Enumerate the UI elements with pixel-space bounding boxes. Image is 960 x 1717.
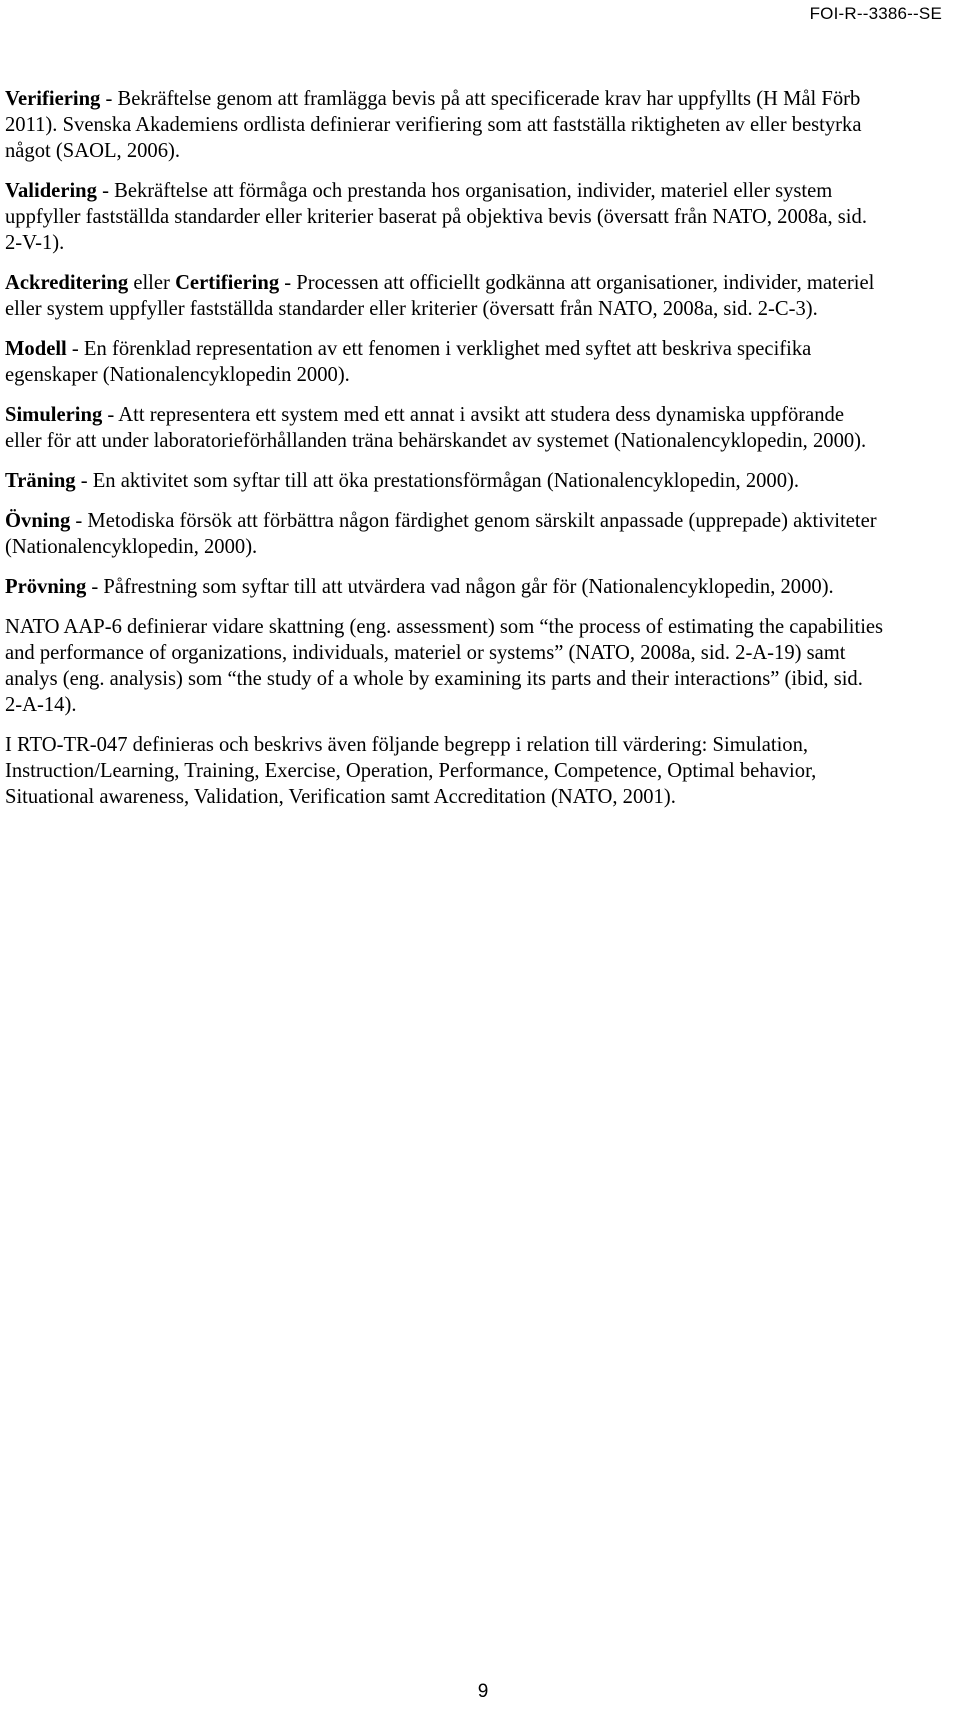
term-label: Övning: [5, 510, 71, 532]
definition-text: - En förenklad representation av ett fenomen i verklighet med syftet att beskriva specifika egenskaper (Nationalencyklopedin 2000).: [5, 338, 812, 386]
definition-text: - Bekräftelse genom att framlägga bevis på att specificerade krav har uppfyllts (H Mål Förb 2011). Svenska Akademiens ordlista definierar verifiering som att fastställa riktigheten av eller bestyrka något (SAOL, 2006).: [5, 88, 862, 162]
definition-text: - En aktivitet som syftar till att öka prestationsförmågan (Nationalencyklopedin, 2000).: [75, 470, 800, 492]
definition-modell: [5, 336, 885, 388]
definition-traning: [5, 468, 885, 494]
definition-text: - Bekräftelse att förmåga och prestanda hos organisation, individer, materiel eller system uppfyller fastställda standarder eller kriterier baserat på objektiva bevis (översatt från NATO, 2008a, sid. 2-V-1).: [5, 180, 867, 254]
definition-verifiering: [5, 86, 885, 164]
definition-validering: [5, 178, 885, 256]
term-label-secondary: Certifiering: [175, 272, 280, 294]
definition-text: - Påfrestning som syftar till att utvärdera vad någon går för (Nationalencyklopedin, 2000).: [86, 576, 834, 598]
paragraph-nato-aap6: NATO AAP-6 definierar vidare skattning (eng. assessment) som “the process of estimating the capabilities and performance of organizations, individuals, materiel or systems” (NATO, 2008a, sid. 2-A-19) samt analys (eng. analysis) som “the study of a whole by examining its parts and their interactions” (ibid, sid. 2-A-14).: [5, 616, 884, 716]
report-id-header: FOI-R--3386--SE: [809, 4, 942, 23]
definition-text: - Metodiska försök att förbättra någon färdighet genom särskilt anpassade (upprepade) aktiviteter (Nationalencyklopedin, 2000).: [5, 510, 877, 558]
paragraph-rto-tr-047: I RTO-TR-047 definieras och beskrivs även följande begrepp i relation till värdering: Simulation, Instruction/Learning, Training, Exercise, Operation, Performance, Competence, Optimal behavior, Situational awareness, Validation, Verification samt Accreditation (NATO, 2001).: [5, 734, 817, 808]
definition-text: - Att representera ett system med ett annat i avsikt att studera dess dynamiska uppförande eller för att under laboratorieförhållanden träna behärskandet av systemet (Nationalencyklopedin, 2000).: [5, 404, 867, 452]
term-label: Prövning: [5, 576, 87, 598]
term-label: Validering: [5, 180, 97, 202]
term-label: Modell: [5, 338, 67, 360]
term-label: Verifiering: [5, 88, 101, 110]
term-label: Träning: [5, 470, 76, 492]
definition-text: - Processen att officiellt godkänna att organisationer, individer, materiel eller system uppfyller fastställda standarder eller kriterier (översatt från NATO, 2008a, sid. 2-C-3).: [5, 272, 875, 320]
definition-ovning: [5, 508, 885, 560]
term-label: Ackreditering: [5, 272, 129, 294]
definition-provning: [5, 574, 885, 600]
term-connector: eller: [128, 272, 176, 294]
page-number: 9: [477, 1681, 489, 1702]
document-body: [5, 86, 885, 824]
definition-simulering: [5, 402, 885, 454]
term-label: Simulering: [5, 404, 103, 426]
definition-ackreditering: [5, 270, 885, 322]
